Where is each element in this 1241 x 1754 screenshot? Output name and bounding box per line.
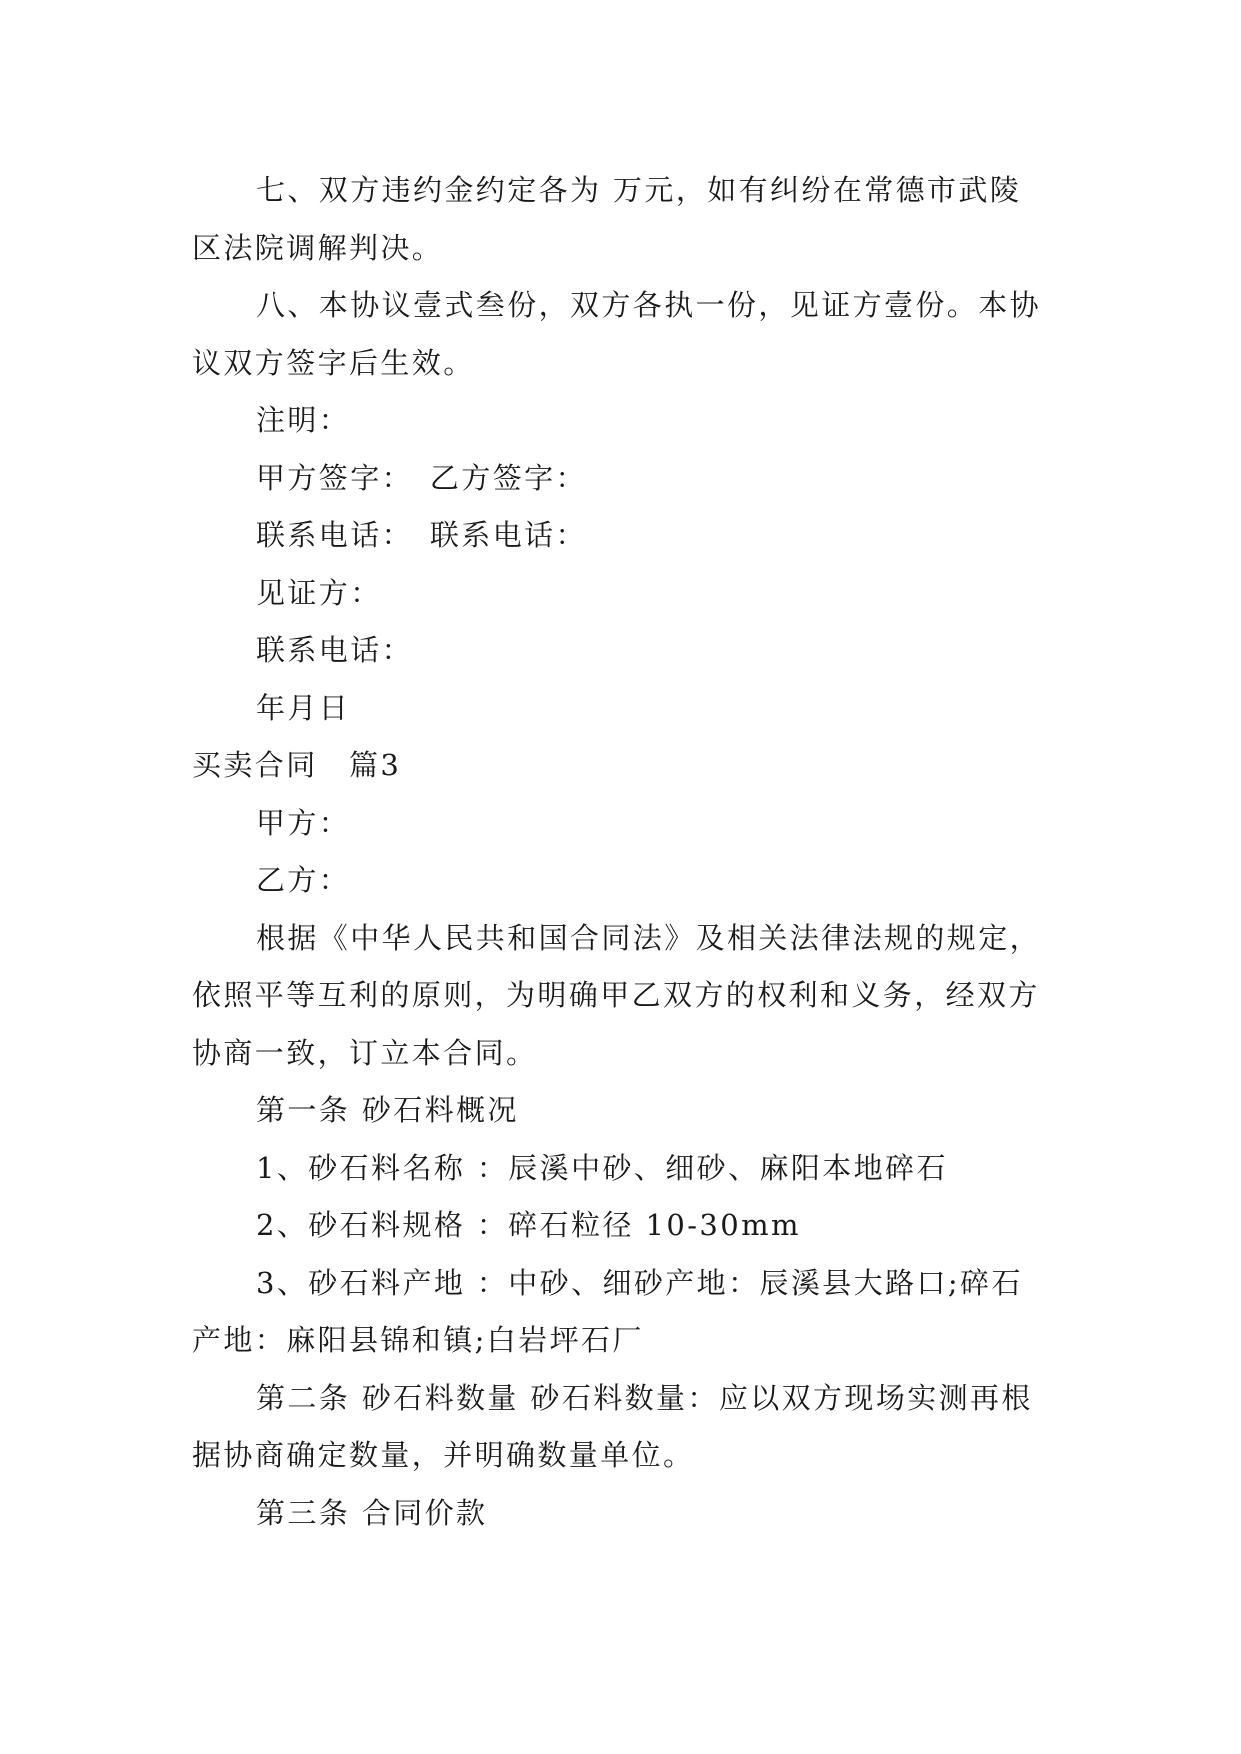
article-one-heading: 第一条 砂石料概况 bbox=[256, 1093, 519, 1127]
clause-seven: 七、双方违约金约定各为 万元，如有纠纷在常德市武陵区法院调解判决。 bbox=[192, 173, 1022, 265]
signature-line: 甲方签字： 乙方签字： bbox=[256, 460, 587, 495]
note-label: 注明： bbox=[256, 403, 351, 437]
article-three-heading: 第三条 合同价款 bbox=[256, 1495, 488, 1530]
party-a-line: 甲方： bbox=[256, 805, 351, 840]
witness-phone-line: 联系电话： bbox=[256, 633, 414, 667]
date-line: 年月日 bbox=[256, 690, 351, 725]
article-one-item-2: 2、砂石料规格 ：碎石粒径 10-30mm bbox=[256, 1208, 801, 1242]
article-one-item-3: 3、砂石料产地 ：中砂、细砂产地：辰溪县大路口;碎石产地：麻阳县锦和镇;白岩坪石厂 bbox=[192, 1265, 1023, 1357]
party-b-line: 乙方： bbox=[256, 863, 351, 897]
document-body bbox=[192, 162, 1052, 1542]
article-two-paragraph: 第二条 砂石料数量 砂石料数量：应以双方现场实测再根据协商确定数量，并明确数量单位。 bbox=[192, 1380, 1033, 1472]
preamble-paragraph: 根据《中华人民共和国合同法》及相关法律法规的规定，依照平等互利的原则，为明确甲乙双方的权利和义务，经双方协商一致，订立本合同。 bbox=[192, 920, 1042, 1070]
phone-line: 联系电话： 联系电话： bbox=[256, 518, 587, 552]
witness-line: 见证方： bbox=[256, 575, 382, 610]
clause-eight: 八、本协议壹式叁份，双方各执一份，见证方壹份。本协议双方签字后生效。 bbox=[192, 288, 1042, 380]
section-heading: 买卖合同 篇3 bbox=[192, 748, 402, 782]
article-one-item-1: 1、砂石料名称 ：辰溪中砂、细砂、麻阳本地碎石 bbox=[256, 1150, 948, 1185]
